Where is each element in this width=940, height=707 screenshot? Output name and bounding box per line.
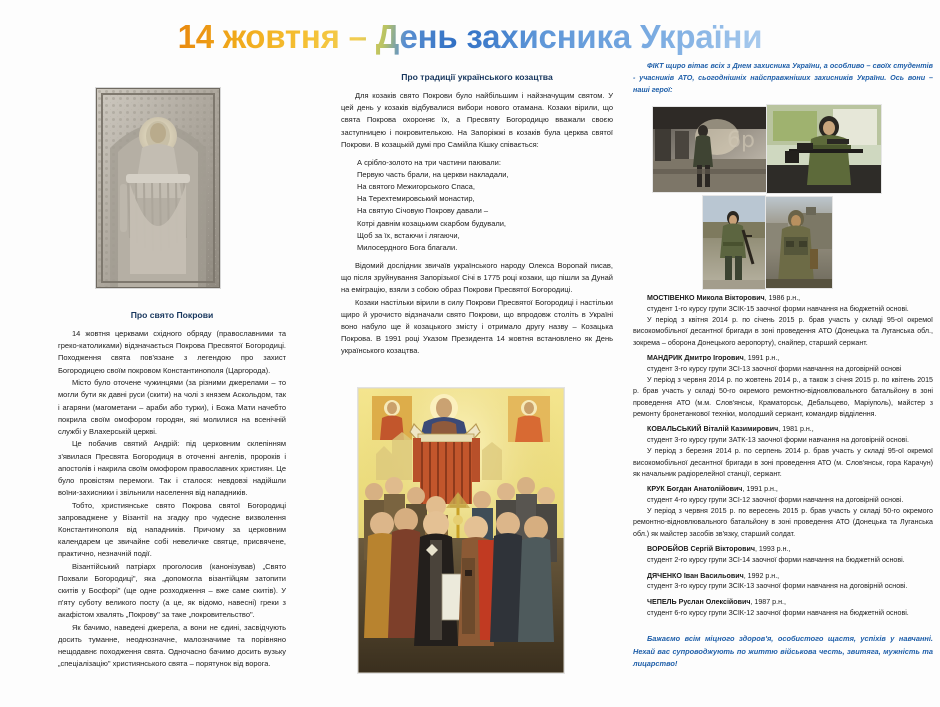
middle-paragraph: Козаки настільки вірили в силу Покрови Пресвятої Богородиці і настільки щиро й урочисто відзначали свято Покрови, що впродовж століть в Україні воно набуло ще й козацького змісту і отримало другу назву – Козацька Покрова. В 1991 році Указом Президента 14 жовтня встановлено як День українського козацтва.	[341, 297, 613, 356]
right-intro-text: ФІКТ щиро вітає всіх з Днем захисника України, а особливо – своїх студентів - учасників АТО, сьогоднішніх найсправжніших захисників України. Ось вони – наші герої:	[633, 61, 933, 94]
person-surname: МОСТІВЕНКО	[647, 294, 695, 303]
cossack-duma-verse	[341, 157, 613, 254]
right-column	[633, 60, 933, 671]
left-column	[58, 72, 286, 671]
middle-section-heading: Про традиції українського козацтва	[401, 72, 553, 82]
verse-line: Щоб за їх, встаючи і лягаючи,	[357, 230, 460, 240]
left-paragraph: Тобто, християнське свято Покрова святої Богородиці запроваджене у Візантії на згадку про чудесне визволення Константинополя від нападників. Причому за церковним календарем це звичайне собі невеличке святце, присвячене, практично, незначній події.	[58, 500, 286, 559]
person-entry	[633, 544, 933, 566]
person-detail: У період з березня 2014 р. по серпень 2014 р. брав участь у складі 95-ої окремої високомобільної десантної бригади в зоні проведення АТО (м. Слов'янськ, гора Карачун) як начальник радіорелейної станції, сержант.	[633, 447, 933, 478]
person-detail: студент 2-го курсу групи ЗСІ-14 заочної форми навчання на бюджетній основі.	[647, 556, 905, 565]
person-detail: У період з червня 2014 р. по жовтень 2014 р., а також з січня 2015 р. по квітень 2015 р. брав участь у складі 50-го окремого ремонтно-відновлювального батальйону в зоні проведення АТО (м.м. Слов'янськ, Краматорськ, Дебальцево, Маріуполь), майстер з ремонту бронетанкової техніки, молодший сержант, командир відділення.	[633, 376, 933, 418]
person-detail: студент 3-го курсу групи ЗСІ-13 заочної форми навчання на договірній основі	[647, 364, 902, 373]
person-name	[633, 484, 933, 495]
person-birth-year: , 1981 р.н.,	[778, 425, 814, 434]
person-surname: ДЯЧЕНКО	[647, 571, 682, 580]
person-detail: студент 3-го курсу групи ЗСІК-13 заочної форми навчання на договірній основі.	[647, 582, 908, 591]
person-entry	[633, 424, 933, 479]
person-surname: ВОРОБЙОВ	[647, 545, 689, 554]
person-given: Сергій Вікторович	[690, 545, 755, 554]
svg-text:6р: 6р	[727, 127, 755, 153]
soldier-photo-sniper-rifle	[767, 105, 881, 193]
left-paragraph: Місто було оточене чужинцями (за різними джерелами – то могли бути як давні руси (скити) на чолі з князем Аскольдом, так і агаряни (магометани – араби або турки), і Божа Мати начебто покрила своїм омофором городян, які молилися на всенічній службі у Влахерській церкві.	[58, 378, 286, 436]
pokrova-cossack-icon	[358, 388, 564, 673]
person-birth-year: , 1992 р.н.,	[743, 571, 780, 580]
person-name	[633, 571, 933, 582]
person-given: Богдан Анатолійович	[666, 485, 743, 494]
verse-line: Первую часть брали, на церкви накладали,	[357, 170, 509, 180]
person-birth-year: , 1991 р.н.,	[743, 354, 780, 363]
person-given: Дмитро Ігорович	[684, 354, 744, 363]
verse-line: На Терехтемировський монастир,	[357, 194, 475, 204]
middle-paragraph: Для козаків свято Покрови було найбільшим і найзначущим святом. У цей день у козаків відбувалися вибори нового отамана. Козаки вірили, що свята Покрова охороняє їх, а Пресвяту Богородицю вважали своєю заступницею і покровителькою. На Запоріжжі в козаків була церква святої Покрови. В козацькій думі про Самійла Кішку співається:	[341, 91, 613, 149]
person-detail: студент 4-го курсу групи ЗСІ-12 заочної форми навчання на договірній основі.	[647, 496, 904, 505]
person-entry	[633, 597, 933, 619]
person-birth-year: , 1986 р.н.,	[764, 294, 801, 303]
person-surname: МАНДРИК	[647, 354, 683, 363]
left-section-heading: Про свято Покрови	[130, 310, 214, 320]
person-birth-year: , 1991 р.н.,	[742, 485, 778, 494]
person-birth-year: , 1987 р.н.,	[750, 598, 786, 607]
left-paragraph: Це побачив святий Андрій: під церковним склепінням з'явилася Пресвята Богородиця в оточенні ангелів, пророків і апостолів і накрила своїм омофором православних християн. Це було провістям перемоги. Так і сталося: невдовзі надійшли воїни-захисники і звільнили населення від нападників.	[58, 439, 286, 497]
person-given: Микола Вікторович	[696, 294, 765, 303]
verse-line: На святую Січовую Покрову давали –	[357, 206, 489, 216]
person-name	[633, 353, 933, 364]
person-detail: У період з червня 2015 р. по вересень 2015 р. брав участь у складі 50-го окремого ремонтно-відновлювального батальйону в зоні проведення АТО (Донецька та Луганська обл.) як майстер засобів зв'язку, старший солдат.	[633, 507, 933, 538]
middle-paragraph: Відомий дослідник звичаїв українського народу Олекса Воропай писав, що після зруйнування Запорізької Січі в 1775 році козаки, що пішли за Дунай на еміграцію, взяли з собою образ Покрови Пресвятої Богородиці.	[341, 261, 613, 295]
person-entry	[633, 484, 933, 539]
page-title	[0, 18, 940, 56]
person-name	[633, 424, 933, 435]
soldier-photo-grid	[633, 101, 933, 289]
person-surname: ЧЕПЕЛЬ	[647, 598, 677, 607]
person-given: Руслан Олексійович	[678, 598, 751, 607]
person-name	[633, 544, 933, 555]
person-surname: КОВАЛЬСЬКИЙ	[647, 425, 702, 434]
left-paragraph: Як бачимо, наведені джерела, а вони не єдині, засвідчують досить туманне, неоднозначне, малозначиме та порівняно нещодавнє походження свята. Одночасно бачимо досить вузьку „спеціалізацію" християнського свята – порятунок від ворога.	[58, 623, 286, 669]
soldier-photo-ruined-building	[653, 107, 766, 192]
verse-line: А срібло-золото на три частини паювали:	[357, 157, 501, 167]
person-surname: КРУК	[647, 485, 665, 494]
person-given: Віталій Казимирович	[703, 425, 779, 434]
person-entry	[633, 353, 933, 420]
verse-line: Котрі давнім козацьким скарбом будували,	[357, 218, 507, 228]
person-given: Іван Васильович	[683, 571, 744, 580]
verse-line: Милосердного Бога благали.	[357, 242, 458, 252]
person-entry	[633, 571, 933, 593]
person-detail: студент 6-го курсу групи ЗСІК-12 заочної форми навчання на бюджетній основі.	[647, 608, 909, 617]
left-paragraph: Візантійський патріарх проголосив (канонізував) „Свято Похвали Богородиці", яка „допомогла візантійцям затопити скитів у Босфорі" (ще одне розходження – вже саме скитів). У п'яту суботу великого посту (а це, як відомо, навесні) греки з акафістом хвалять „Покрову" за таке „покровительство".	[58, 561, 286, 620]
person-name	[633, 597, 933, 608]
middle-column	[341, 72, 613, 358]
closing-message: Бажаємо всім міцного здоров'я, особистого щастя, успіхів у навчанні. Нехай вас супроводжують по життю військова честь, звитяга, мужність та лицарство!	[633, 633, 933, 669]
person-entry	[633, 293, 933, 348]
left-paragraph: 14 жовтня церквами східного обряду (православними та греко-католиками) відзначається Покрова Пресвятої Богородиці. Походження свята пов'язане з легендою про захист Богородицею своїм покровом Константинополя (Царгорода).	[58, 329, 286, 375]
person-detail: У період з квітня 2014 р. по січень 2015 р. брав участь у складі 95-ої окремої високомобільної десантної бригади в зоні проведення АТО (Донецька та Луганська обл., зокрема – оборона Донецького аеропорту), снайпер, старший сержант.	[633, 316, 933, 347]
person-name	[633, 293, 933, 304]
person-birth-year: , 1993 р.н.,	[754, 545, 791, 554]
verse-line: На святого Межигорського Спаса,	[357, 182, 475, 192]
soldier-photo-armored-vehicle	[766, 197, 832, 288]
person-detail: студент 1-го курсу групи ЗСІК-15 заочної форми навчання на бюджетній основі.	[647, 305, 909, 313]
person-detail: студент 3-го курсу групи ЗАТК-13 заочної форми навчання на договірній основі.	[647, 436, 909, 445]
page-title-text: 14 жовтня – День захисника України	[177, 18, 763, 55]
soldier-photo-field-rifle	[703, 196, 765, 289]
